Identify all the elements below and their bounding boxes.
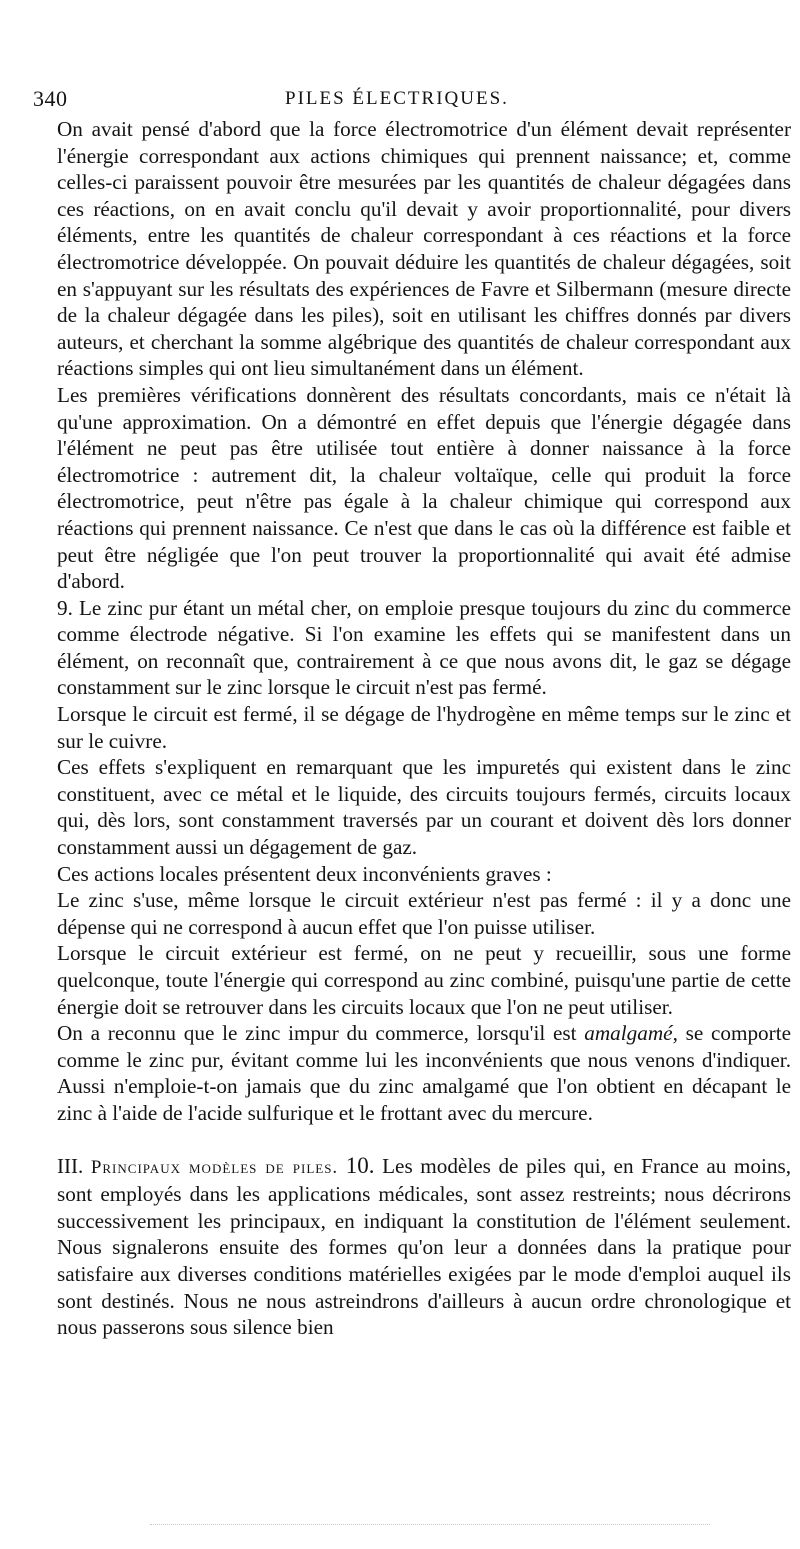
paragraph-electromotive-force: On avait pensé d'abord que la force électromotrice d'un élément devait représenter l'énergie correspondant aux actions chimiques qui prennent naissance; et, comme celles-ci paraissent pouvoir être mesurées par les quantités de chaleur dégagées dans ces réactions, on en avait conclu qu'il devait y avoir proportionnalité, pour divers éléments, entre les quantités de chaleur correspondant à ces réactions et la force électromotrice développée. On pouvait déduire les quantités de chaleur dégagées, soit en s'appuyant sur les résultats des expériences de Favre et Silbermann (mesure directe de la chaleur dégagée dans les piles), soit en utilisant les chiffres donnés par divers auteurs, et cherchant la somme algébrique des quantités de chaleur correspondant aux réactions simples qui ont lieu simultanément dans un élément. — [57, 117, 791, 381]
amalgam-italic-term: amalgamé — [584, 1021, 673, 1046]
bottom-divider — [150, 1524, 710, 1525]
running-title: PILES ÉLECTRIQUES. — [285, 88, 509, 109]
section-main-pile-models — [57, 1153, 791, 1341]
body-text — [57, 116, 791, 1341]
paragraph-energy-loss: Lorsque le circuit extérieur est fermé, on ne peut y recueillir, sous une forme quelconque, toute l'énergie qui correspond au zinc combiné, puisqu'une partie de cette énergie doit se retrouver dans les circuits locaux que l'on ne peut utiliser. — [57, 941, 791, 1019]
paragraph-local-circuits: Ces effets s'expliquent en remarquant que les impuretés qui existent dans le zinc constituent, avec ce métal et le liquide, des circuits toujours fermés, circuits locaux qui, dès lors, sont constamment traversés par un courant et doivent dès lors donner constamment aussi un dégagement de gaz. — [57, 755, 791, 860]
paragraph-two-drawbacks: Ces actions locales présentent deux inconvénients graves : — [57, 861, 552, 886]
page — [33, 86, 792, 1341]
paragraph-zinc-wears: Le zinc s'use, même lorsque le circuit extérieur n'est pas fermé : il y a donc une dépense qui ne correspond à aucun effet que l'on puisse utiliser. — [57, 888, 791, 939]
paragraph-circuit-closed: Lorsque le circuit est fermé, il se dégage de l'hydrogène en même temps sur le zinc et sur le cuivre. — [57, 702, 791, 753]
amalgam-text-after: , se comporte comme le zinc pur, évitant comme lui les inconvénients que nous venons d'indiquer. Aussi n'emploie-t-on jamais que du zinc amalgamé que l'on obtient en décapant le zinc à l'aide de l'acide sulfurique et le frottant avec du mercure. — [57, 1021, 792, 1125]
section-paragraph-number: 10. — [345, 1152, 375, 1178]
paragraph-commercial-zinc: 9. Le zinc pur étant un métal cher, on emploie presque toujours du zinc du commerce comme électrode négative. Si l'on examine les effets qui se manifestent dans un élément, on reconnaît que, contrairement à ce que nous avons dit, le gaz se dégage constamment sur le zinc lorsque le circuit n'est pas fermé. — [57, 595, 791, 700]
paragraph-amalgamated-zinc — [57, 1020, 791, 1126]
section-roman-numeral: III. — [57, 1153, 84, 1178]
section-text: Les modèles de piles qui, en France au moins, sont employés dans les applications médicales, sont assez restreints; nous décrirons successivement les principaux, en indiquant la constitution de l'élément seulement. Nous signalerons ensuite des formes qu'on leur a données dans la pratique pour satisfaire aux diverses conditions matérielles exigées par le mode d'emploi auquel ils sont destinés. Nous ne nous astreindrons d'ailleurs à aucun ordre chronologique et nous passerons sous silence bien — [57, 1153, 792, 1340]
page-header — [33, 86, 791, 116]
amalgam-text-before: On a reconnu que le zinc impur du commerce, lorsqu'il est — [57, 1021, 585, 1046]
section-heading: Principaux modèles de piles. — [90, 1156, 339, 1178]
paragraph-first-verifications: Les premières vérifications donnèrent des résultats concordants, mais ce n'était là qu'une approximation. On a démontré en effet depuis que l'énergie dégagée dans l'élément ne peut pas être utilisée tout entière à donner naissance à la force électromotrice : autrement dit, la chaleur voltaïque, celle qui produit la force électromotrice, peut n'être pas égale à la chaleur chimique qui correspond aux réactions qui prennent naissance. Ce n'est que dans le cas où la différence est faible et peut être négligée que l'on peut trouver la proportionnalité qui avait été admise d'abord. — [57, 382, 791, 594]
page-number: 340 — [33, 86, 68, 111]
